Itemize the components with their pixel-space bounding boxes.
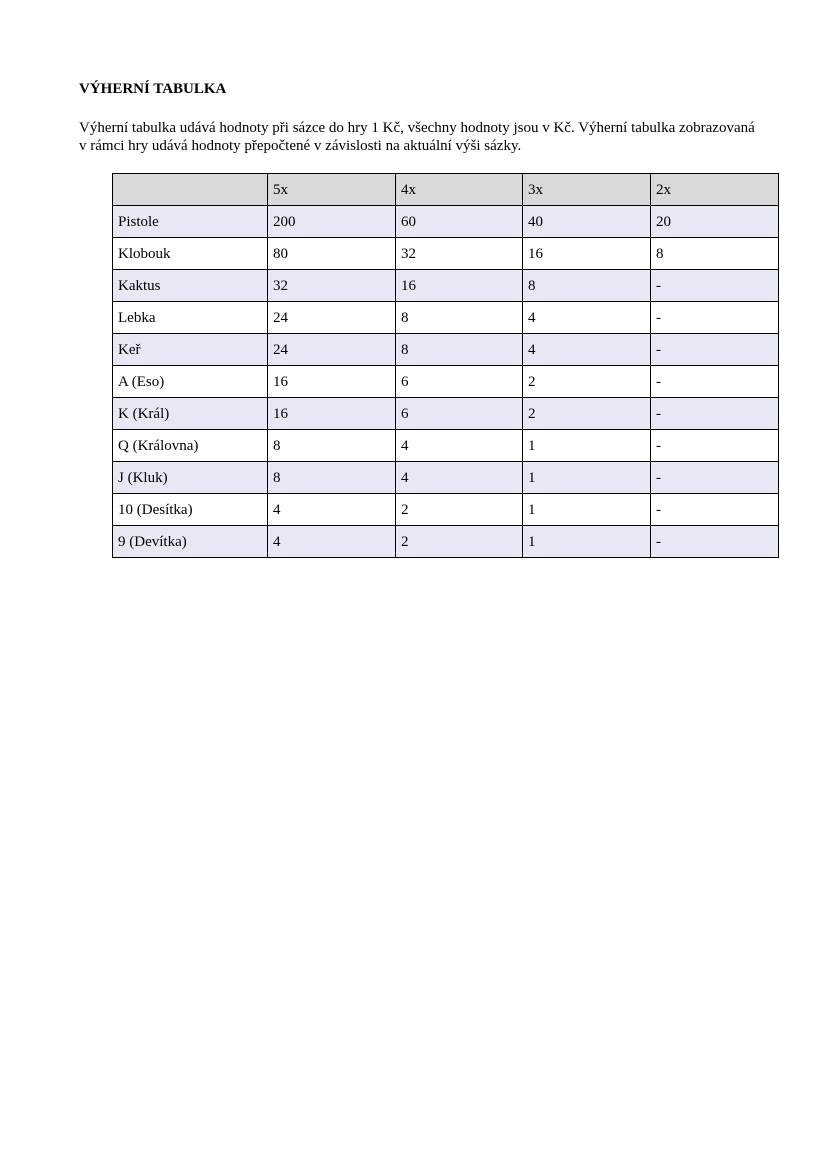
payout-2x-cell: - xyxy=(651,302,779,334)
payout-4x-cell: 4 xyxy=(396,430,523,462)
intro-paragraph: Výherní tabulka udává hodnoty při sázce do hry 1 Kč, všechny hodnoty jsou v Kč. Výherní tabulka zobrazovaná v rámci hry udává hodnoty přepočtené v závislosti na aktuální výši sázky. xyxy=(79,120,755,154)
payout-3x-cell: 4 xyxy=(523,302,651,334)
payout-2x-cell: - xyxy=(651,366,779,398)
payout-3x-cell: 1 xyxy=(523,462,651,494)
payout-5x-cell: 24 xyxy=(268,334,396,366)
payout-3x-cell: 2 xyxy=(523,366,651,398)
payout-5x-cell: 32 xyxy=(268,270,396,302)
table-row xyxy=(113,334,779,366)
table-header-row xyxy=(113,174,779,206)
header-cell-4x: 4x xyxy=(396,174,523,206)
payout-4x-cell: 8 xyxy=(396,334,523,366)
payout-3x-cell: 1 xyxy=(523,494,651,526)
header-cell-symbol xyxy=(113,174,268,206)
payout-5x-cell: 16 xyxy=(268,398,396,430)
table-row xyxy=(113,462,779,494)
symbol-cell: K (Král) xyxy=(113,398,268,430)
symbol-cell: 9 (Devítka) xyxy=(113,526,268,558)
payout-2x-cell: - xyxy=(651,526,779,558)
payout-3x-cell: 40 xyxy=(523,206,651,238)
payout-4x-cell: 6 xyxy=(396,398,523,430)
payout-4x-cell: 2 xyxy=(396,526,523,558)
payout-2x-cell: 20 xyxy=(651,206,779,238)
payout-3x-cell: 16 xyxy=(523,238,651,270)
payout-2x-cell: - xyxy=(651,334,779,366)
payout-2x-cell: 8 xyxy=(651,238,779,270)
payout-4x-cell: 4 xyxy=(396,462,523,494)
payout-2x-cell: - xyxy=(651,462,779,494)
page-title: VÝHERNÍ TABULKA xyxy=(79,81,227,97)
payout-5x-cell: 80 xyxy=(268,238,396,270)
payout-3x-cell: 2 xyxy=(523,398,651,430)
header-cell-3x: 3x xyxy=(523,174,651,206)
payout-2x-cell: - xyxy=(651,494,779,526)
payout-4x-cell: 8 xyxy=(396,302,523,334)
table-body xyxy=(113,206,779,558)
payout-3x-cell: 1 xyxy=(523,526,651,558)
symbol-cell: J (Kluk) xyxy=(113,462,268,494)
table-row xyxy=(113,366,779,398)
symbol-cell: A (Eso) xyxy=(113,366,268,398)
table-row xyxy=(113,270,779,302)
table-row xyxy=(113,398,779,430)
symbol-cell: Q (Královna) xyxy=(113,430,268,462)
payout-2x-cell: - xyxy=(651,430,779,462)
header-cell-2x: 2x xyxy=(651,174,779,206)
payout-3x-cell: 8 xyxy=(523,270,651,302)
payout-5x-cell: 4 xyxy=(268,526,396,558)
payout-2x-cell: - xyxy=(651,398,779,430)
table-row xyxy=(113,206,779,238)
payout-5x-cell: 4 xyxy=(268,494,396,526)
table-row xyxy=(113,302,779,334)
payout-table xyxy=(112,173,779,558)
payout-5x-cell: 8 xyxy=(268,462,396,494)
table-row xyxy=(113,238,779,270)
payout-4x-cell: 32 xyxy=(396,238,523,270)
table-row xyxy=(113,526,779,558)
header-cell-5x: 5x xyxy=(268,174,396,206)
payout-3x-cell: 1 xyxy=(523,430,651,462)
payout-3x-cell: 4 xyxy=(523,334,651,366)
payout-5x-cell: 200 xyxy=(268,206,396,238)
payout-5x-cell: 8 xyxy=(268,430,396,462)
symbol-cell: Keř xyxy=(113,334,268,366)
table-row xyxy=(113,494,779,526)
symbol-cell: Lebka xyxy=(113,302,268,334)
symbol-cell: Klobouk xyxy=(113,238,268,270)
symbol-cell: Pistole xyxy=(113,206,268,238)
symbol-cell: 10 (Desítka) xyxy=(113,494,268,526)
payout-4x-cell: 16 xyxy=(396,270,523,302)
payout-2x-cell: - xyxy=(651,270,779,302)
payout-5x-cell: 24 xyxy=(268,302,396,334)
payout-4x-cell: 2 xyxy=(396,494,523,526)
payout-4x-cell: 6 xyxy=(396,366,523,398)
table-row xyxy=(113,430,779,462)
symbol-cell: Kaktus xyxy=(113,270,268,302)
payout-5x-cell: 16 xyxy=(268,366,396,398)
payout-4x-cell: 60 xyxy=(396,206,523,238)
